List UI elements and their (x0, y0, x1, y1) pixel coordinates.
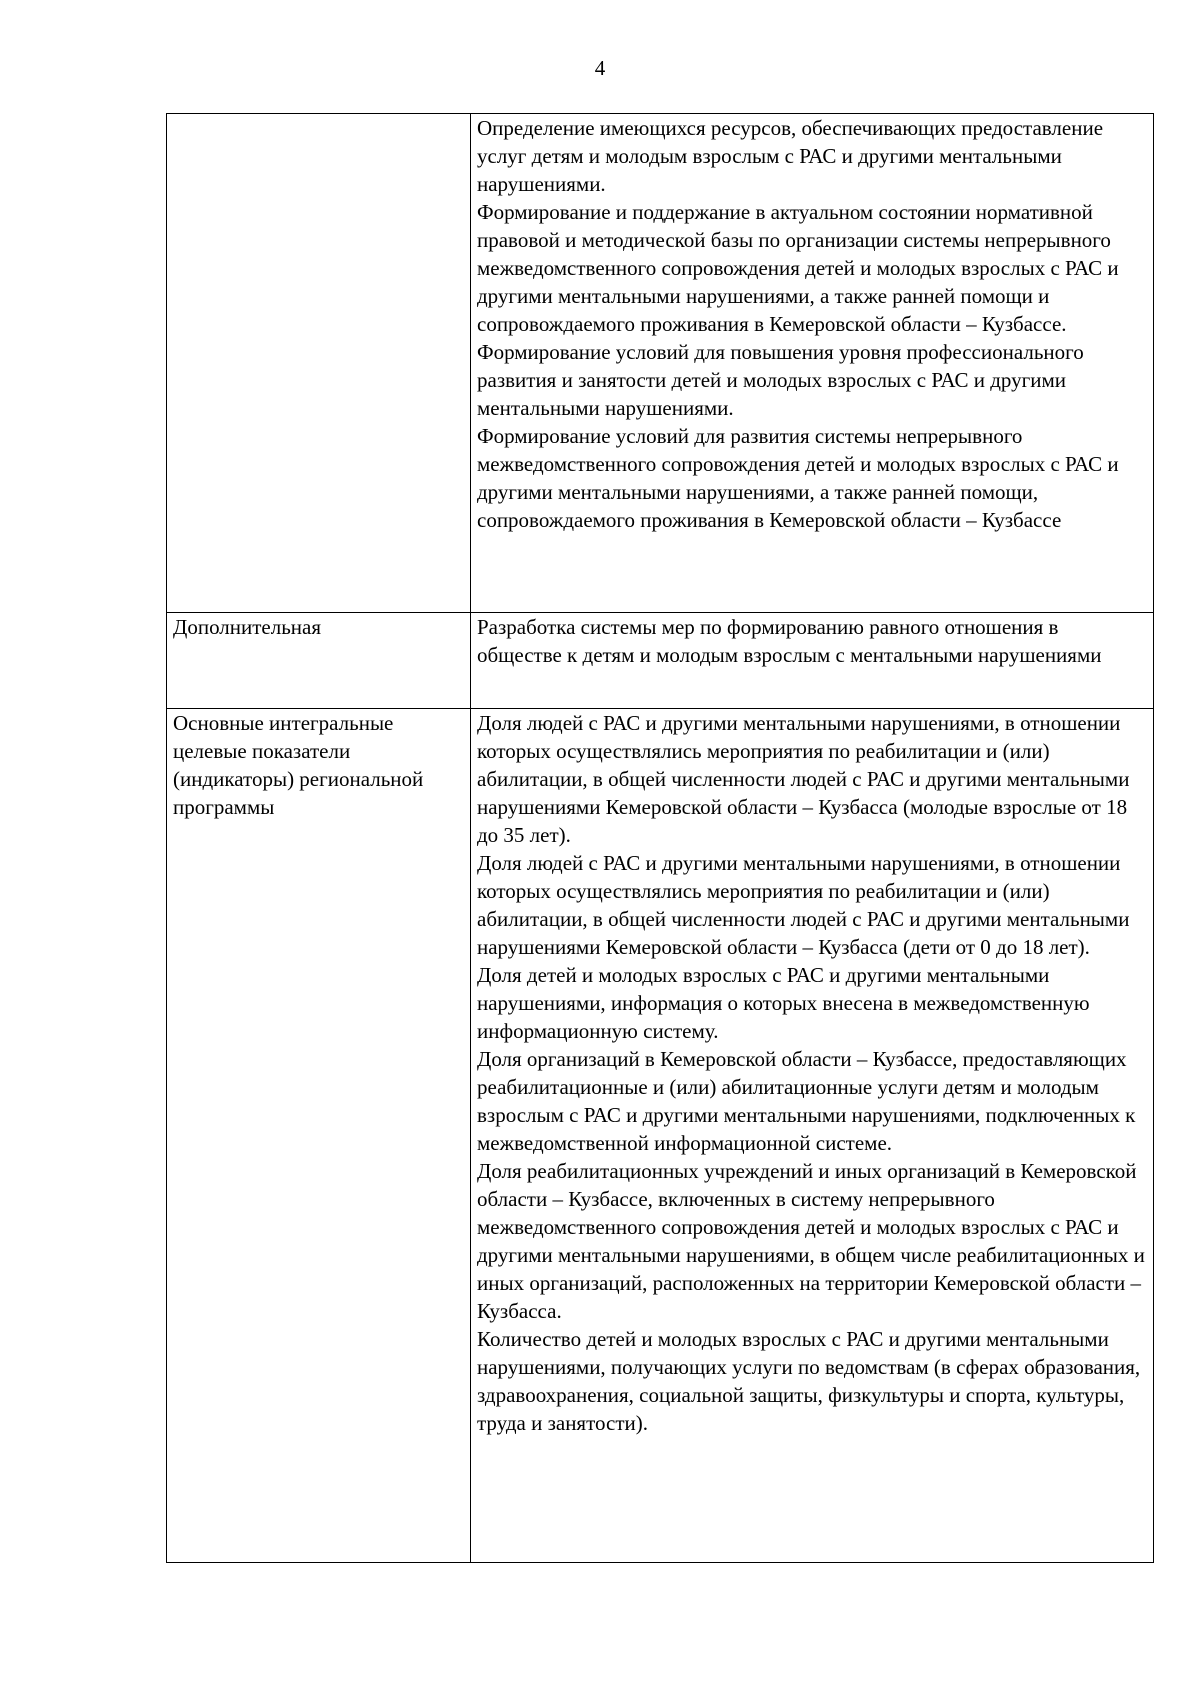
row-label-cell (167, 114, 471, 613)
paragraph: Формирование и поддержание в актуальном состоянии нормативной правовой и методической базы по организации системы непрерывного межведомственного сопровождения детей и молодых взрослых с РАС и другими ментальными нарушениями, а также ранней помощи и сопровождаемого проживания в Кемеровской области – Кузбассе. (477, 200, 1119, 336)
paragraph: Доля организаций в Кемеровской области – Кузбассе, предоставляющих реабилитационные и (или) абилитационные услуги детям и молодым взрослым с РАС и другими ментальными нарушениями, подключенных к межведомственной информационной системе. (477, 1047, 1136, 1155)
table-row (167, 613, 1154, 709)
paragraph: Формирование условий для повышения уровня профессионального развития и занятости детей и молодых взрослых с РАС и другими ментальными нарушениями. (477, 340, 1084, 420)
paragraph: Разработка системы мер по формированию равного отношения в обществе к детям и молодым взрослым с ментальными нарушениями (477, 615, 1102, 667)
paragraph: Доля людей с РАС и другими ментальными нарушениями, в отношении которых осуществлялись мероприятия по реабилитации и (или) абилитации, в общей численности людей с РАС и другими ментальными нарушениями Кемеровской области – Кузбасса (молодые взрослые от 18 до 35 лет). (477, 711, 1130, 847)
row-content-cell (471, 613, 1154, 709)
row-content-cell (471, 709, 1154, 1563)
table-row (167, 709, 1154, 1563)
paragraph: Формирование условий для развития системы непрерывного межведомственного сопровождения детей и молодых взрослых с РАС и другими ментальными нарушениями, а также ранней помощи, сопровождаемого проживания в Кемеровской области – Кузбассе (477, 424, 1119, 532)
row-content-cell (471, 114, 1154, 613)
program-passport-table (166, 113, 1154, 1563)
paragraph: Определение имеющихся ресурсов, обеспечивающих предоставление услуг детям и молодым взрослым с РАС и другими ментальными нарушениями. (477, 116, 1104, 196)
row-label-cell: Основные интегральные целевые показатели (индикаторы) региональной программы (167, 709, 471, 1563)
table-row (167, 114, 1154, 613)
page-number: 4 (594, 56, 606, 80)
paragraph: Доля людей с РАС и другими ментальными нарушениями, в отношении которых осуществлялись мероприятия по реабилитации и (или) абилитации, в общей численности людей с РАС и другими ментальными нарушениями Кемеровской области – Кузбасса (дети от 0 до 18 лет). (477, 851, 1130, 959)
paragraph: Доля детей и молодых взрослых с РАС и другими ментальными нарушениями, информация о которых внесена в межведомственную информационную систему. (477, 963, 1090, 1043)
row-label-cell: Дополнительная (167, 613, 471, 709)
paragraph: Доля реабилитационных учреждений и иных организаций в Кемеровской области – Кузбассе, включенных в систему непрерывного межведомственного сопровождения детей и молодых взрослых с РАС и другими ментальными нарушениями, в общем числе реабилитационных и иных организаций, расположенных на территории Кемеровской области – Кузбасса. (477, 1159, 1145, 1323)
paragraph: Количество детей и молодых взрослых с РАС и другими ментальными нарушениями, получающих услуги по ведомствам (в сферах образования, здравоохранения, социальной защиты, физкультуры и спорта, культуры, труда и занятости). (477, 1327, 1141, 1435)
